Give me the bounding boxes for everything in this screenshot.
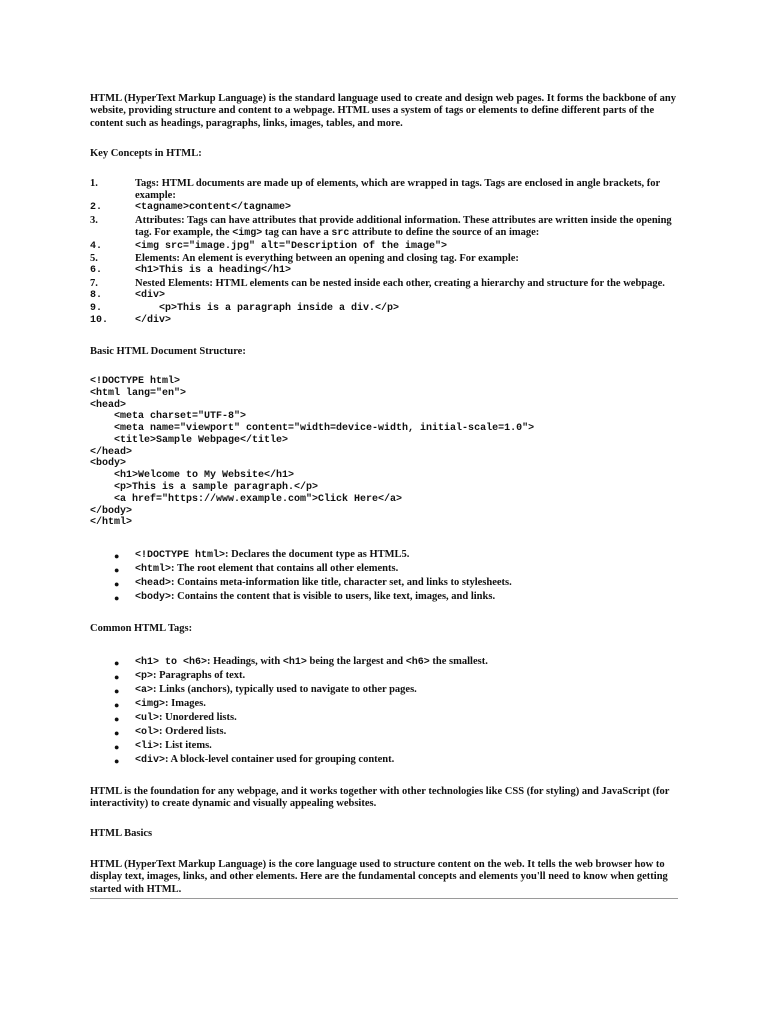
key-concepts-list — [90, 178, 680, 328]
bullet-icon: ● — [114, 727, 120, 738]
list-item: 2. <tagname>content</tagname> — [90, 202, 292, 214]
list-item: ● <!DOCTYPE html>: Declares the document type as HTML5. — [90, 549, 680, 563]
intro-paragraph: HTML (HyperText Markup Language) is the standard language used to create and design web pages. It forms the backbone of any website, providing structure and content to a webpage. HTML uses a system of tags or elements to define different parts of the content such as headings, paragraphs, links, images, tables, and more. — [90, 93, 676, 129]
bullet-icon: ● — [114, 657, 120, 668]
bullet-icon: ● — [114, 755, 120, 766]
document-page — [90, 93, 680, 896]
list-item: ● <li>: List items. — [90, 740, 680, 754]
basics-paragraph: HTML (HyperText Markup Language) is the core language used to structure content on the web. It tells the web browser how to display text, images, links, and other elements. Here are the fundamental concepts and elements you'll need to know when getting started with HTML. — [90, 858, 668, 895]
bullet-icon: ● — [114, 579, 120, 590]
bullet-icon: ● — [114, 685, 120, 696]
horizontal-rule — [90, 898, 678, 899]
foundation-paragraph: HTML is the foundation for any webpage, and it works together with other technologies like CSS (for styling) and JavaScript (for interactivity) to create dynamic and visually appealing websites. — [90, 785, 670, 810]
list-item: 3. Attributes: Tags can have attributes that provide additional information. These attributes are written inside the opening tag. For example, the <img> tag can have a src attribute to define the source of an image: — [90, 214, 672, 240]
common-tags-heading: Common HTML Tags: — [90, 623, 193, 635]
common-tags-list — [90, 656, 680, 768]
list-item: ● <head>: Contains meta-information like title, character set, and links to stylesheets. — [90, 577, 680, 591]
list-item: 10. </div> — [90, 315, 172, 327]
list-item: 1. Tags: HTML documents are made up of elements, which are wrapped in tags. Tags are enclosed in angle brackets, for example: — [90, 177, 661, 202]
key-concepts-heading: Key Concepts in HTML: — [90, 148, 202, 160]
list-item: 6. <h1>This is a heading</h1> — [90, 265, 292, 277]
list-item: ● <body>: Contains the content that is visible to users, like text, images, and links. — [90, 591, 680, 605]
bullet-icon: ● — [114, 593, 120, 604]
structure-notes-list — [90, 549, 680, 605]
structure-heading: Basic HTML Document Structure: — [90, 345, 246, 357]
bullet-icon: ● — [114, 565, 120, 576]
list-item: ● <img>: Images. — [90, 698, 680, 712]
list-item: ● <p>: Paragraphs of text. — [90, 670, 680, 684]
list-item: ● <html>: The root element that contains all other elements. — [90, 563, 680, 577]
list-item: 7. Nested Elements: HTML elements can be nested inside each other, creating a hierarchy and structure for the webpage. — [90, 277, 665, 289]
bullet-icon: ● — [114, 671, 120, 682]
basics-heading: HTML Basics — [90, 828, 153, 840]
list-item: 4. <img src="image.jpg" alt="Description of the image"> — [90, 240, 448, 252]
list-item: 5. Elements: An element is everything between an opening and closing tag. For example: — [90, 253, 519, 265]
bullet-icon: ● — [114, 551, 120, 562]
list-item: ● <a>: Links (anchors), typically used to navigate to other pages. — [90, 684, 680, 698]
list-item: ● <h1> to <h6>: Headings, with <h1> being the largest and <h6> the smallest. — [90, 656, 680, 670]
list-item: 9. <p>This is a paragraph inside a div.</p> — [90, 302, 400, 314]
list-item: ● <div>: A block-level container used for grouping content. — [90, 754, 680, 768]
code-block: <!DOCTYPE html> <html lang="en"> <head> <meta charset="UTF-8"> <meta name="viewport" content="width=device-width, initial-scale=1.0"> <title>Sample Webpage</title> </head> <body> <h1>Welcome to My Website</h1> <p>This is a sample paragraph.</p> <a href="https://www.example.com">Click Here</a> </body> </html> — [90, 375, 535, 529]
bullet-icon: ● — [114, 713, 120, 724]
bullet-icon: ● — [114, 741, 120, 752]
list-item: ● <ol>: Ordered lists. — [90, 726, 680, 740]
bullet-icon: ● — [114, 699, 120, 710]
list-item: 8. <div> — [90, 290, 166, 302]
list-item: ● <ul>: Unordered lists. — [90, 712, 680, 726]
